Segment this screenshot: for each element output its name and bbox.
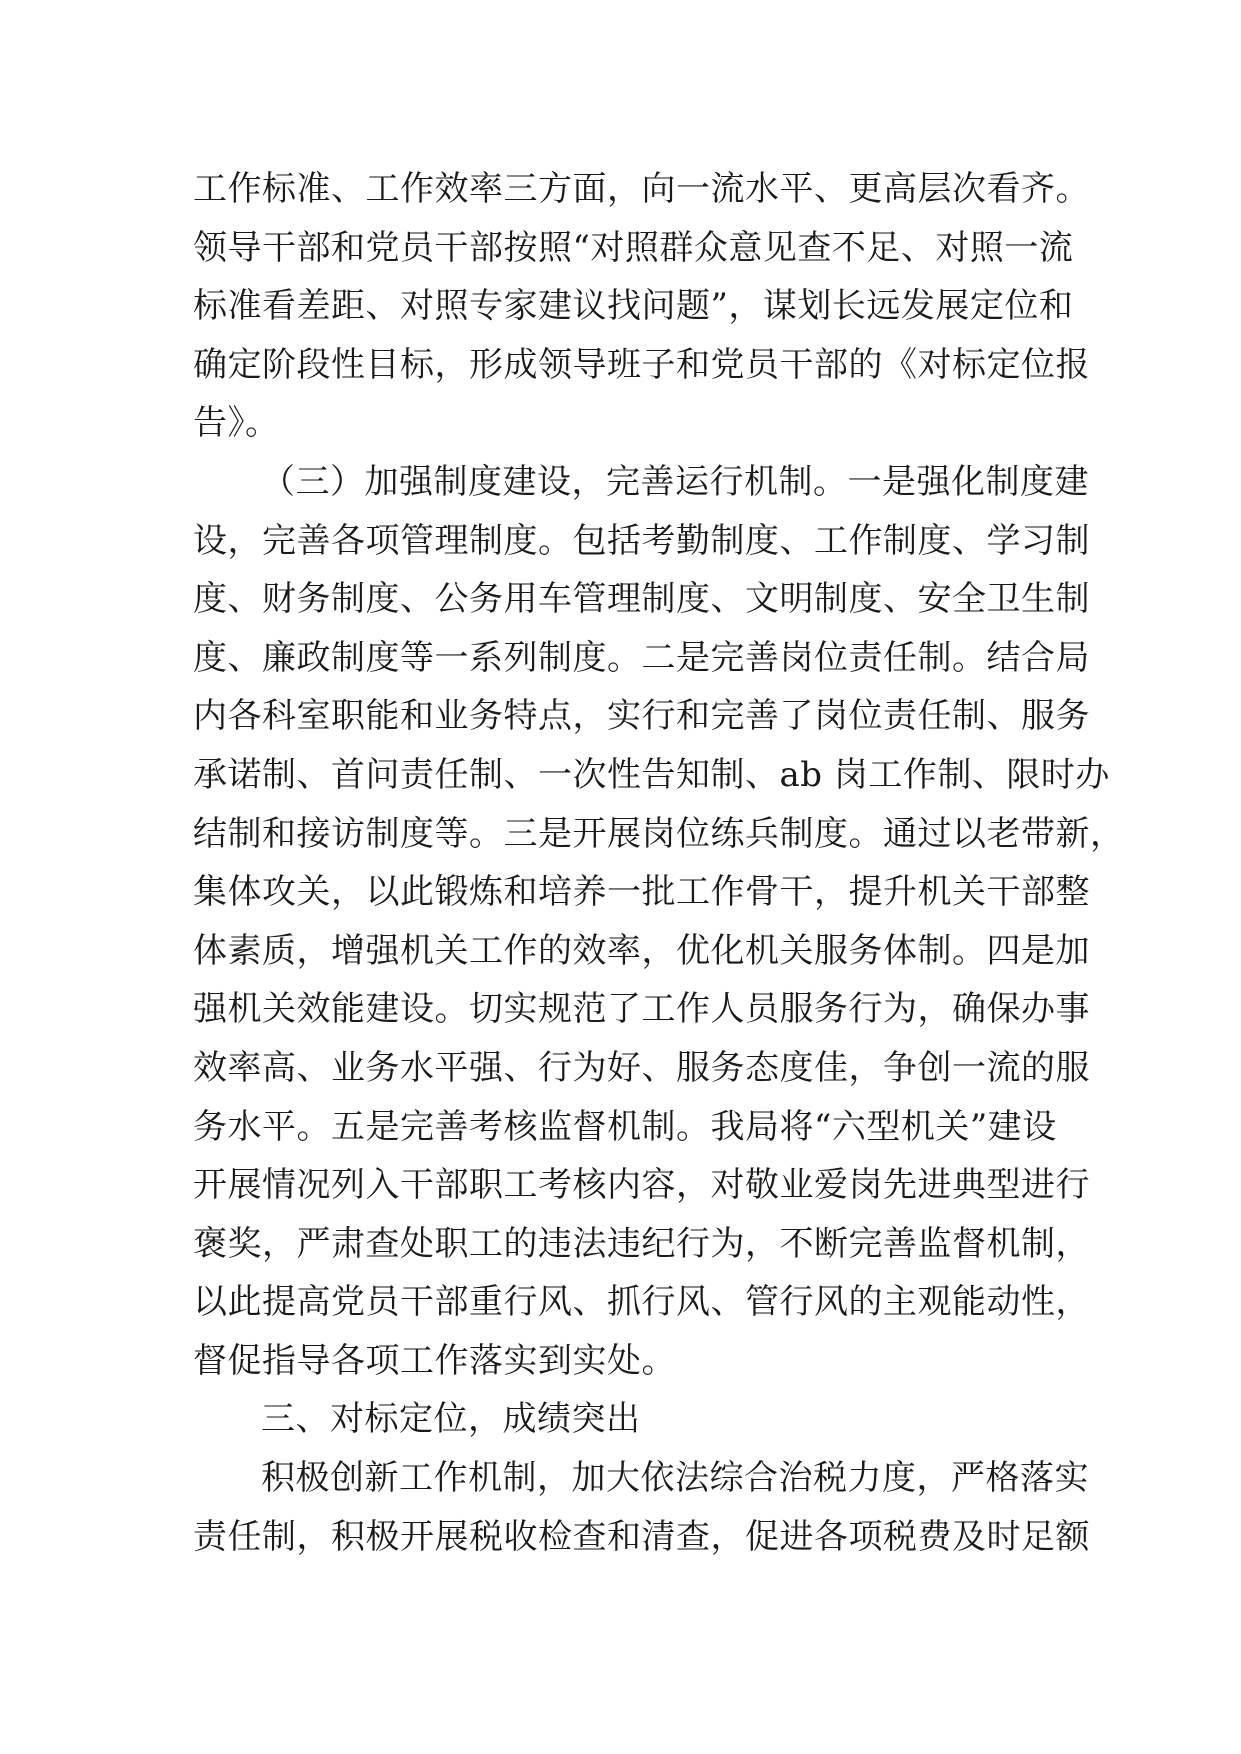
text-line: 体素质，增强机关工作的效率，优化机关服务体制。四是加 xyxy=(193,930,1090,971)
heading-line: 三、对标定位，成绩突出 xyxy=(261,1399,641,1440)
text-line: 领导干部和党员干部按照“对照群众意见查不足、对照一流 xyxy=(193,227,1074,268)
text-line: 内各科室职能和业务特点，实行和完善了岗位责任制、服务 xyxy=(193,696,1090,737)
text-line: 标准看差距、对照专家建议找问题”，谋划长远发展定位和 xyxy=(193,286,1074,327)
section-heading xyxy=(193,1390,1053,1449)
text-line: 开展情况列入干部职工考核内容，对敬业爱岗先进典型进行 xyxy=(193,1165,1090,1206)
text-line: 强机关效能建设。切实规范了工作人员服务行为，确保办事 xyxy=(193,989,1090,1030)
text-line: 确定阶段性目标，形成领导班子和党员干部的《对标定位报 xyxy=(193,344,1090,385)
text-line: 结制和接访制度等。三是开展岗位练兵制度。通过以老带新， xyxy=(193,813,1125,854)
text-line: 告》。 xyxy=(193,403,280,444)
paragraph-tax-enforcement xyxy=(193,1449,1090,1566)
text-line: 督促指导各项工作落实到实处。 xyxy=(193,1340,676,1381)
text-line: 集体攻关，以此锻炼和培养一批工作骨干，提升机关干部整 xyxy=(193,872,1090,913)
text-line: 承诺制、首问责任制、一次性告知制、ab 岗工作制、限时办 xyxy=(193,754,1110,795)
text-line: 褒奖，严肃查处职工的违法违纪行为，不断完善监督机制， xyxy=(193,1223,1090,1264)
paragraph-standards-alignment xyxy=(193,160,1090,453)
text-line: 积极创新工作机制，加大依法综合治税力度，严格落实 xyxy=(261,1458,1089,1499)
text-line: 务水平。五是完善考核监督机制。我局将“六型机关”建设 xyxy=(193,1106,1057,1147)
paragraph-system-construction xyxy=(193,453,1125,1391)
text-line: 设，完善各项管理制度。包括考勤制度、工作制度、学习制 xyxy=(193,520,1090,561)
text-line: 度、财务制度、公务用车管理制度、文明制度、安全卫生制 xyxy=(193,579,1090,620)
text-line: 工作标准、工作效率三方面，向一流水平、更高层次看齐。 xyxy=(193,169,1090,209)
document-body xyxy=(193,160,1125,1566)
text-line: 度、廉政制度等一系列制度。二是完善岗位责任制。结合局 xyxy=(193,637,1090,678)
text-line: 效率高、业务水平强、行为好、服务态度佳，争创一流的服 xyxy=(193,1047,1090,1088)
text-line: （三）加强制度建设，完善运行机制。一是强化制度建 xyxy=(261,461,1089,502)
text-line: 以此提高党员干部重行风、抓行风、管行风的主观能动性， xyxy=(193,1282,1090,1323)
text-line: 责任制，积极开展税收检查和清查，促进各项税费及时足额 xyxy=(193,1516,1090,1557)
